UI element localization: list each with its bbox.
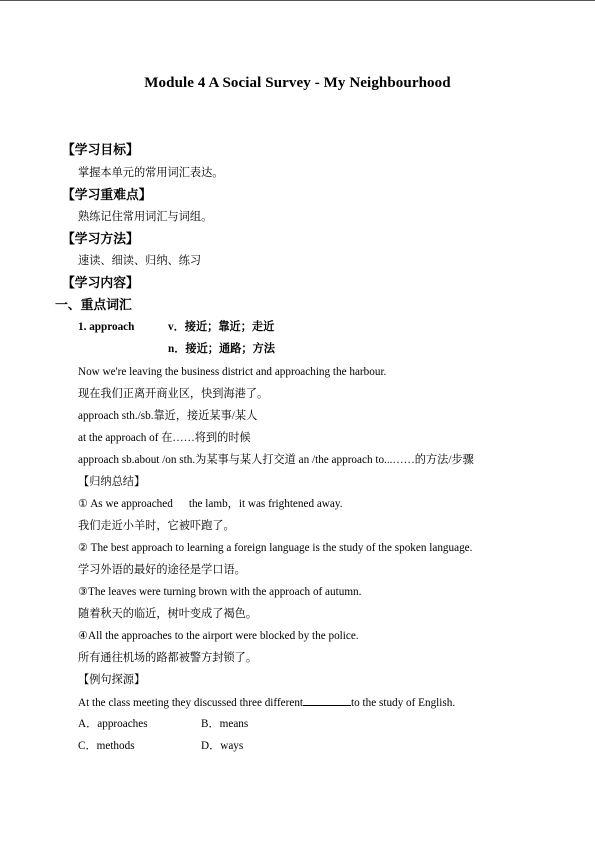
goal-heading: 【学习目标】 (62, 143, 139, 157)
phrase-line-3: approach sb.about /on sth.为某事与某人打交道 an /the approach to...……的方法/步骤 (78, 454, 474, 466)
explore-heading: 【例句探源】 (78, 674, 146, 686)
example-chinese: 现在我们正离开商业区，快到海港了。 (78, 388, 269, 400)
summary-sentence-1-part-a: ① As we approached (78, 498, 173, 510)
content-heading: 【学习内容】 (62, 276, 139, 290)
summary-sentence-3-chinese: 随着秋天的临近，树叶变成了褐色。 (78, 608, 258, 620)
summary-sentence-1-chinese: 我们走近小羊时，它被吓跑了。 (78, 520, 235, 532)
phrase-line-1: approach sth./sb.靠近，接近某事/某人 (78, 410, 258, 422)
page-title: Module 4 A Social Survey - My Neighbourhood (144, 75, 451, 91)
question-sentence (78, 695, 455, 710)
top-border-rule (0, 0, 595, 1)
summary-heading: 【归纳总结】 (78, 476, 146, 488)
entry-noun-sense: n．接近；通路；方法 (168, 343, 275, 355)
summary-sentence-1-part-b: the lamb，it was frightened away. (188, 498, 343, 510)
answer-blank[interactable] (303, 695, 351, 706)
option-b: B．means (201, 718, 249, 730)
method-heading: 【学习方法】 (62, 232, 139, 246)
summary-sentence-2-chinese: 学习外语的最好的途径是学口语。 (78, 564, 246, 576)
entry-verb-sense: v．接近；靠近；走近 (168, 321, 275, 333)
question-part-a: At the class meeting they discussed three different (78, 697, 304, 709)
method-text: 速读、细读、归纳、练习 (78, 255, 202, 267)
vocab-heading: 一、重点词汇 (55, 298, 132, 312)
summary-sentence-2: ② The best approach to learning a foreign language is the study of the spoken language. (78, 542, 473, 554)
summary-sentence-3: ③The leaves were turning brown with the approach of autumn. (78, 586, 362, 598)
option-c: C．methods (78, 740, 135, 752)
goal-text: 掌握本单元的常用词汇表达。 (78, 167, 224, 179)
example-english: Now we're leaving the business district and approaching the harbour. (78, 366, 387, 378)
option-a: A．approaches (78, 718, 148, 730)
key-points-text: 熟练记住常用词汇与词组。 (78, 211, 213, 223)
entry-word: 1. approach (78, 321, 135, 333)
summary-sentence-4: ④All the approaches to the airport were blocked by the police. (78, 630, 359, 642)
option-d: D．ways (201, 740, 244, 752)
summary-sentence-1 (78, 497, 343, 511)
key-points-heading: 【学习重难点】 (62, 188, 152, 202)
question-part-b: to the study of English. (351, 697, 456, 709)
phrase-line-2: at the approach of 在……将到的时候 (78, 432, 251, 444)
summary-sentence-4-chinese: 所有通往机场的路都被警方封锁了。 (78, 652, 258, 664)
